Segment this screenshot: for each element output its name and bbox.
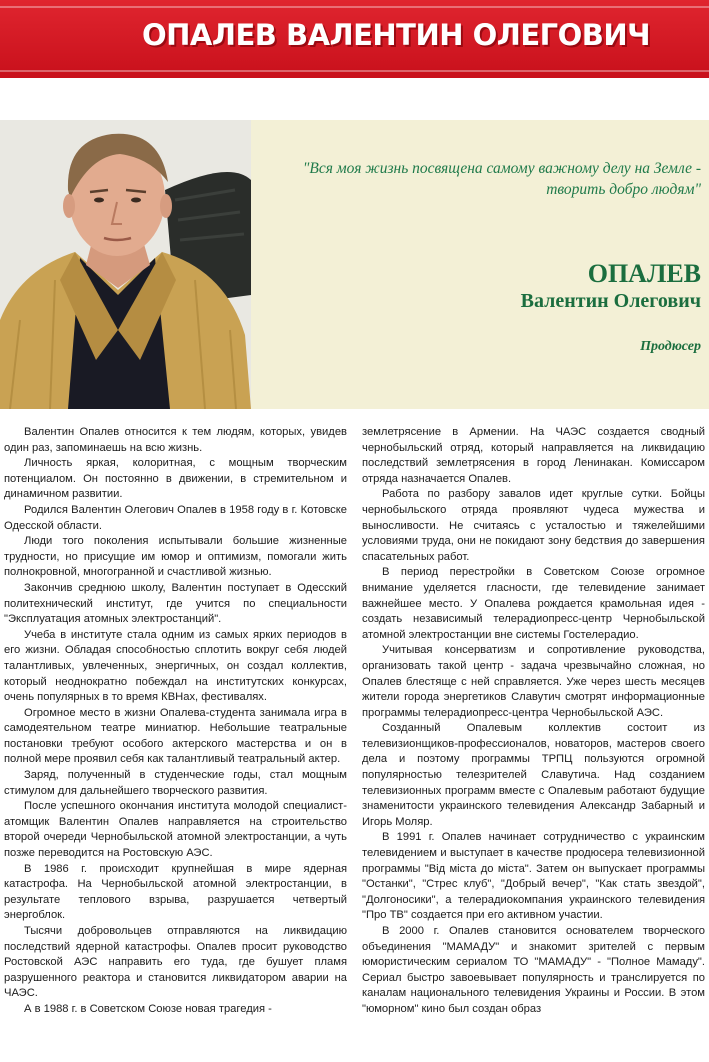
- article-paragraph: Тысячи добровольцев отправляются на ликвидацию последствий ядерной катастрофы. Опалев просит руководство Ростовской АЭС направить его туда, где бушует пламя разрушенного реактора и становится ликвидатором аварии на ЧАЭС.: [4, 925, 347, 1000]
- portrait-photo: [0, 120, 251, 409]
- header-banner: [0, 0, 709, 78]
- profile-role: Продюсер: [640, 339, 701, 354]
- profile-given-names: Валентин Олегович: [520, 290, 701, 312]
- article-column-left: [4, 425, 347, 1055]
- article-column-right: [362, 425, 705, 1055]
- article-paragraph: В период перестройки в Советском Союзе огромное внимание уделяется гласности, где телевидение занимает важнейшее место. У Опалева рождается крамольная идея - создать независимый телерадиопресс-центр Чернобыльской атомной электростанции вне системы Гостелерадио.: [362, 566, 705, 641]
- article-paragraph: землетрясение в Армении. На ЧАЭС создается сводный чернобыльский отряд, который направляется на ликвидацию последствий землетрясения в город Ленинакан. Комиссаром отряда назначается Опалев.: [362, 426, 705, 485]
- article-paragraph: Родился Валентин Олегович Опалев в 1958 году в г. Котовске Одесской области.: [4, 503, 347, 532]
- banner-title: ОПАЛЕВ ВАЛЕНТИН ОЛЕГОВИЧ: [142, 18, 651, 52]
- article-paragraph: Заряд, полученный в студенческие годы, стал мощным стимулом для дальнейшего творческого развития.: [4, 769, 347, 797]
- article-paragraph: В 1986 г. происходит крупнейшая в мире ядерная катастрофа. На Чернобыльской атомной электростанции, в результате теплового взрыва, разрушается четвертый энергоблок.: [4, 862, 347, 922]
- article-paragraph: Валентин Опалев относится к тем людям, которых, увидев один раз, запоминаешь на всю жизнь.: [4, 426, 347, 454]
- article-paragraph: В 1991 г. Опалев начинает сотрудничество с украинским телевидением и выступает в качестве продюсера телевизионной программы "Від міста до міста". Затем он выпускает программы "Останки", "Стрес клуб", "Добрый вечер", "Как стать звездой", "Долгоносики", а телерадиокомпания украинского телевидения "Про ТВ" создается при его активном участии.: [362, 831, 705, 922]
- article-paragraph: Закончив среднюю школу, Валентин поступает в Одесский политехнический институт, где учится по специальности "Эксплуатация атомных электростанций".: [4, 581, 347, 626]
- article-paragraph: Огромное место в жизни Опалева-студента занимала игра в самодеятельном театре миниатюр. Небольшие театральные постановки требуют особого актерского мастерства и он в полной мере проявил себя как талантливый театральный актер.: [4, 706, 347, 766]
- profile-quote: "Вся моя жизнь посвящена самому важному делу на Земле - творить добро людям": [302, 160, 701, 198]
- article-paragraph: Созданный Опалевым коллектив состоит из телевизионщиков-профессионалов, новаторов, мастеров своего дела и поэтому программы ТРПЦ пользуются огромной популярностью телезрителей Славутича. Над созданием телевизионных программ вместе с Опалевым работают будущие знаменитости украинского телевидения Александр Забарный и Игорь Моляр.: [362, 722, 705, 828]
- article-paragraph: Учеба в институте стала одним из самых ярких периодов в его жизни. Обладая способностью сплотить вокруг себя людей талантливых, увлеченных, энергичных, он создал коллектив, который неоднократно побеждал на институтских конкурсах, очень популярных в то время КВНах, фестивалях.: [4, 628, 347, 704]
- portrait-illustration: [0, 120, 251, 409]
- article-paragraph: А в 1988 г. в Советском Союзе новая трагедия -: [24, 1002, 272, 1015]
- article-paragraph: Личность яркая, колоритная, с мощным творческим потенциалом. Он постоянно в движении, в стремительном и динамичном развитии.: [4, 457, 347, 501]
- article-paragraph: В 2000 г. Опалев становится основателем творческого объединения "МАМАДУ" и знакомит зрителей с первым юмористическим сериалом ТО "МАМАДУ" - "Полное Мамаду". Сериал быстро завоевывает популярность и транслируется по каналам национального телевидения Украины и России. В этом "юморном" кино был создан образ: [362, 925, 705, 1015]
- article-paragraph: Люди того поколения испытывали большие жизненные трудности, но присущие им юмор и оптимизм, помогали жить полнокровной, многогранной и счастливой жизнью.: [4, 535, 347, 579]
- article-paragraph: Работа по разбору завалов идет круглые сутки. Бойцы чернобыльского отряда проявляют чудеса мужества и выносливости. Не считаясь с усталостью и тяжелейшими условиями труда, они не покидают зону бедствия до завершения спасательных работ.: [362, 488, 705, 563]
- article-paragraph: После успешного окончания института молодой специалист-атомщик Валентин Опалев направляется на строительство второй очереди Чернобыльской атомной электростанции, а чуть позже переводится на Ростовскую АЭС.: [4, 800, 347, 860]
- article-paragraph: Учитывая консерватизм и сопротивление руководства, организовать такой центр - задача чрезвычайно сложная, но Опалев блестяще с ней справляется. Уже через шесть месяцев жители города энергетиков Славутич смотрят информационные программы телерадиопресс-центра Чернобыльской АЭС.: [362, 644, 705, 719]
- profile-surname: ОПАЛЕВ: [587, 259, 701, 288]
